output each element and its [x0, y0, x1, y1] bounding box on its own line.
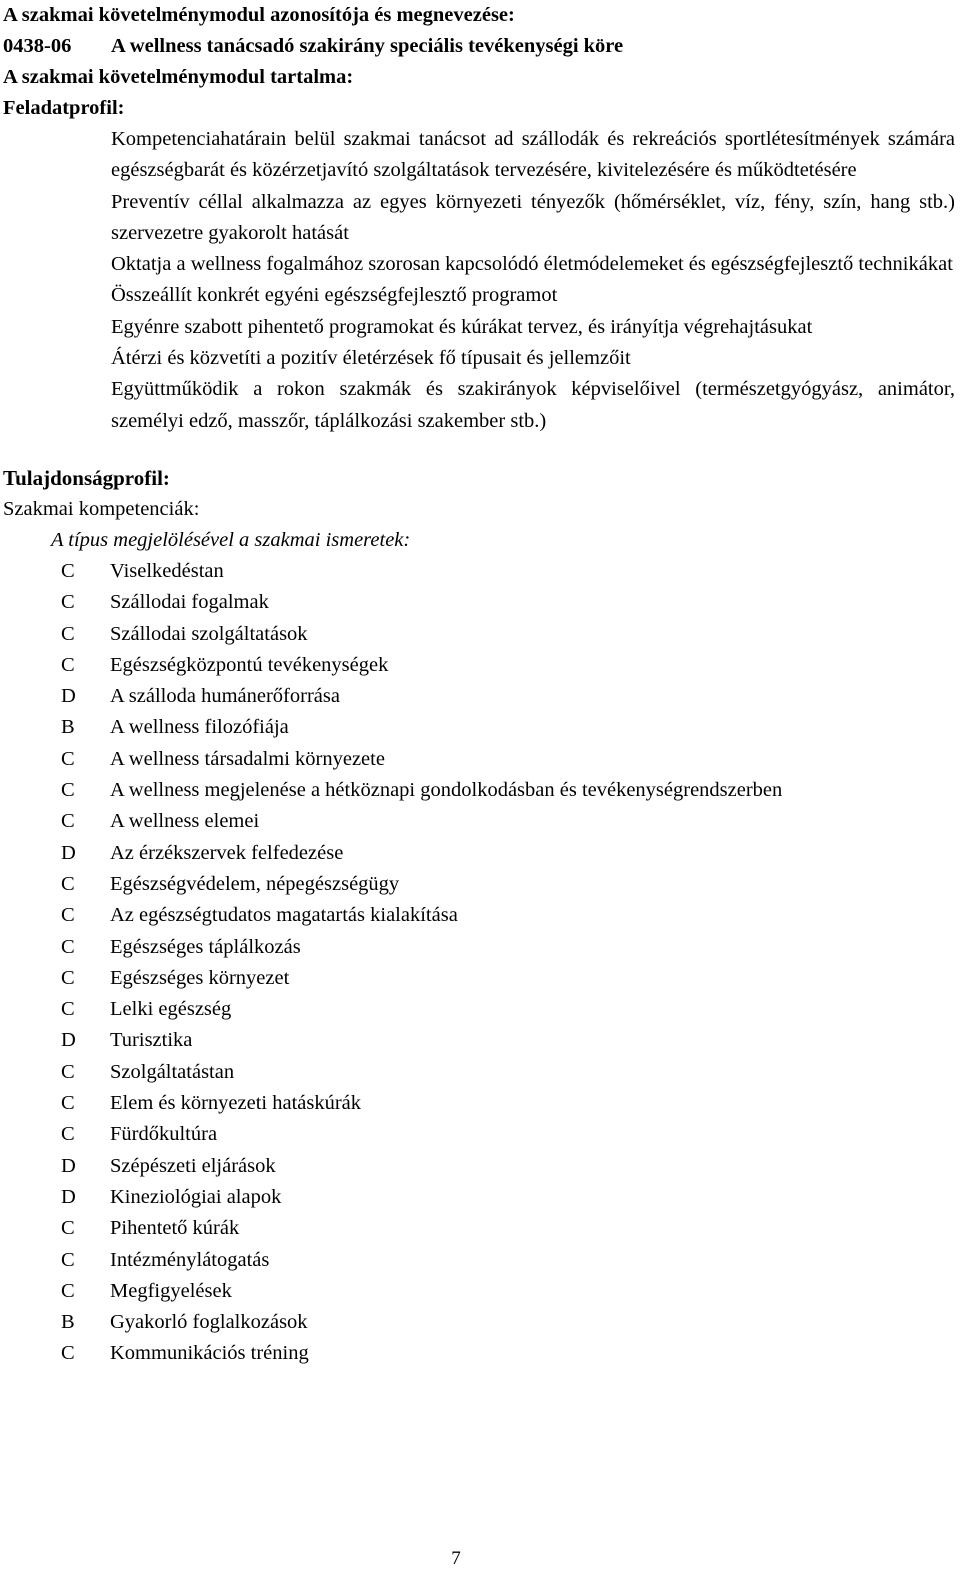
competency-row: [3, 744, 955, 775]
competency-row: [3, 838, 955, 869]
competency-type: C: [61, 1217, 75, 1240]
competency-label: Megfigyelések: [110, 1279, 232, 1302]
competency-type: D: [61, 1154, 76, 1177]
competency-label: Fürdőkultúra: [110, 1123, 218, 1146]
competency-type: D: [61, 1185, 76, 1208]
competency-row: [3, 1088, 955, 1119]
competency-type: C: [61, 1248, 75, 1271]
competency-row: [3, 775, 955, 806]
competency-label: Szállodai fogalmak: [110, 591, 269, 614]
competency-type: C: [61, 1279, 75, 1302]
competency-type: B: [61, 1311, 75, 1334]
task-item: Kompetenciahatárain belül szakmai tanácsot ad szállodák és rekreációs sportlétesítmények számára egészségbarát és közérzetjavító szolgáltatások tervezésére, kivitelezésére és működtetésére: [111, 128, 955, 182]
competency-row: [3, 994, 955, 1025]
task-list: [111, 124, 955, 437]
task-item: Oktatja a wellness fogalmához szorosan kapcsolódó életmódelemeket és egészségfejlesztő technikákat: [111, 253, 953, 276]
competency-type: C: [61, 998, 75, 1021]
competency-type: C: [61, 747, 75, 770]
competency-label: Elem és környezeti hatáskúrák: [110, 1092, 362, 1115]
competency-label: Intézménylátogatás: [110, 1248, 270, 1271]
competency-row: [3, 1057, 955, 1088]
competency-type: C: [61, 653, 75, 676]
competency-row: [3, 1182, 955, 1213]
document-page: [3, 0, 955, 1370]
competency-type: B: [61, 716, 75, 739]
task-item: Átérzi és közvetíti a pozitív életérzések fő típusait és jellemzőit: [111, 347, 631, 370]
task-item: Egyénre szabott pihentető programokat és kúrákat tervez, és irányítja végrehajtásukat: [111, 315, 813, 338]
competency-row: [3, 619, 955, 650]
competency-type: D: [61, 841, 76, 864]
competency-label: Turisztika: [110, 1029, 193, 1052]
competency-row: [3, 1151, 955, 1182]
competency-label: Egészségvédelem, népegészségügy: [110, 872, 400, 895]
competency-type: D: [61, 1029, 76, 1052]
competency-type: C: [61, 622, 75, 645]
competency-type: C: [61, 966, 75, 989]
competency-row: [3, 806, 955, 837]
module-heading: A szakmai követelménymodul azonosítója és megnevezése:: [3, 4, 515, 26]
competency-row: [3, 650, 955, 681]
competency-label: Gyakorló foglalkozások: [110, 1311, 308, 1334]
competency-row: [3, 1245, 955, 1276]
competency-label: A wellness elemei: [110, 810, 260, 833]
competency-row: [3, 1338, 955, 1369]
competency-label: Egészségközpontú tevékenységek: [110, 653, 389, 676]
knowledge-type-heading: A típus megjelölésével a szakmai ismeretek:: [51, 528, 411, 551]
task-item: Preventív céllal alkalmazza az egyes környezeti tényezők (hőmérséklet, víz, fény, szín, hang stb.) szervezetre gyakorolt hatását: [111, 190, 955, 244]
competency-row: [3, 1025, 955, 1056]
competency-label: A wellness megjelenése a hétköznapi gondolkodásban és tevékenységrendszerben: [110, 779, 783, 802]
competency-type: C: [61, 1342, 75, 1365]
competency-type: C: [61, 1092, 75, 1115]
competency-list: [3, 556, 955, 1370]
competency-label: A wellness filozófiája: [110, 716, 289, 739]
competency-label: Szállodai szolgáltatások: [110, 622, 308, 645]
competency-type: C: [61, 1123, 75, 1146]
module-code: 0438-06: [3, 35, 72, 57]
competency-type: C: [61, 810, 75, 833]
competency-type: C: [61, 591, 75, 614]
property-profile-heading: Tulajdonságprofil:: [3, 465, 170, 490]
competency-type: C: [61, 904, 75, 927]
competency-label: Kineziológiai alapok: [110, 1185, 282, 1208]
competency-label: Az egészségtudatos magatartás kialakítása: [110, 904, 458, 927]
competency-row: [3, 869, 955, 900]
competency-row: [3, 1276, 955, 1307]
competency-type: C: [61, 935, 75, 958]
competency-label: A wellness társadalmi környezete: [110, 747, 385, 770]
competency-label: Egészséges környezet: [110, 966, 290, 989]
module-id-line: [3, 31, 955, 62]
competency-label: Kommunikációs tréning: [110, 1342, 309, 1365]
competency-row: [3, 681, 955, 712]
module-content-heading: A szakmai követelménymodul tartalma:: [3, 66, 354, 88]
competency-label: A szálloda humánerőforrása: [110, 685, 340, 708]
competency-label: Egészséges táplálkozás: [110, 935, 301, 958]
competency-row: [3, 932, 955, 963]
competency-row: [3, 963, 955, 994]
competency-label: Lelki egészség: [110, 998, 232, 1021]
module-name: A wellness tanácsadó szakirány speciális tevékenységi köre: [111, 35, 624, 57]
task-item: Összeállít konkrét egyéni egészségfejlesztő programot: [111, 284, 558, 307]
competency-label: Viselkedéstan: [110, 559, 224, 582]
competency-type: D: [61, 685, 76, 708]
competency-label: Az érzékszervek felfedezése: [110, 841, 344, 864]
task-item: Együttműködik a rokon szakmák és szakirányok képviselőivel (természetgyógyász, animátor, személyi edző, masszőr, táplálkozási szakember stb.): [111, 378, 955, 432]
task-profile-heading: Feladatprofil:: [3, 97, 125, 119]
competencies-subheading: Szakmai kompetenciák:: [3, 497, 200, 520]
competency-label: Pihentető kúrák: [110, 1217, 240, 1240]
competency-row: [3, 1213, 955, 1244]
competency-type: C: [61, 779, 75, 802]
competency-row: [3, 1119, 955, 1150]
competency-row: [3, 556, 955, 587]
page-number: 7: [451, 1548, 461, 1569]
competency-type: C: [61, 872, 75, 895]
competency-label: Szépészeti eljárások: [110, 1154, 276, 1177]
competency-row: [3, 587, 955, 618]
competency-row: [3, 1307, 955, 1338]
competency-type: C: [61, 559, 75, 582]
competency-label: Szolgáltatástan: [110, 1060, 235, 1083]
competency-row: [3, 712, 955, 743]
competency-type: C: [61, 1060, 75, 1083]
competency-row: [3, 900, 955, 931]
